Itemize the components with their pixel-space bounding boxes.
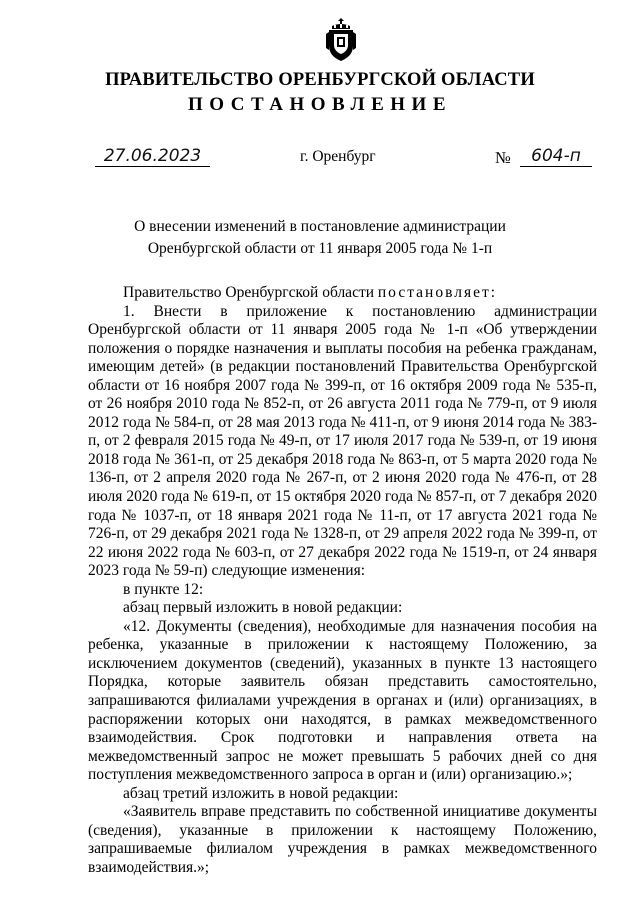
item-1-paragraph: 1. Внести в приложение к постановлению администрации Оренбургской области от 11 января 2005 года № 1-п «Об утверждении положения о порядке назначения и выплаты пособия на ребенка гражданам, имеющим детей» (в редакции постановлений Правительства Оренбургской области от 16 ноября 2007 года № 399-п, от 16 октября 2009 года № 535-п, от 26 ноября 2010 года № 852-п, от 26 августа 2011 года № 779-п, от 9 июля 2012 года № 584-п, от 28 мая 2013 года № 411-п, от 9 июня 2014 года № 383-п, от 2 февраля 2015 года № 49-п, от 17 июля 2017 года № 539-п, от 19 июня 2018 года № 361-п, от 25 декабря 2018 года № 863-п, от 5 марта 2020 года № 136-п, от 2 апреля 2020 года № 267-п, от 2 июня 2020 года № 476-п, от 28 июля 2020 года № 619-п, от 15 октября 2020 года № 857-п, от 7 декабря 2020 года № 1037-п, от 18 января 2021 года № 11-п, от 17 августа 2021 года № 726-п, от 29 декабря 2021 года № 1328-п, от 29 апреля 2022 года № 399-п, от 22 июня 2022 года № 603-п, от 27 декабря 2022 года № 1519-п, от 24 января 2023 года № 59-п) следующие изменения: xyxy=(88,302,597,580)
point-12-line: в пункте 12: xyxy=(123,580,204,598)
coat-of-arms-emblem xyxy=(326,18,356,62)
abzac-third-line: абзац третий изложить в новой редакции: xyxy=(123,784,399,802)
quote-paragraph-12: «12. Документы (сведения), необходимые для назначения пособия на ребенка, указанные в приложении к настоящему Положению, за исключением документов (сведений), указанных в пункте 13 настоящего Порядка, которые заявитель обязан представить самостоятельно, запрашиваются филиалами учреждения в органах и (или) организациях, в распоряжении которых они находятся, в рамках межведомственного взаимодействия. Срок подготовки и направления ответа на межведомственный запрос не может превышать 5 рабочих дней со дня поступления межведомственного запроса в орган и (или) организацию.»; xyxy=(88,617,597,784)
subject-line: Оренбургской области от 11 января 2005 года № 1-п xyxy=(147,240,493,257)
abzac-first-line: абзац первый изложить в новой редакции: xyxy=(123,599,403,617)
document-number: 604-п xyxy=(520,146,592,167)
government-title: ПРАВИТЕЛЬСТВО ОРЕНБУРГСКОЙ ОБЛАСТИ xyxy=(105,70,535,90)
lead-text: Правительство Оренбургской области xyxy=(123,284,378,301)
lead-paragraph xyxy=(88,284,597,303)
lead-verb: постановляет: xyxy=(377,284,498,301)
document-type-heading: ПОСТАНОВЛЕНИЕ xyxy=(187,94,453,115)
number-label: № xyxy=(495,148,511,167)
subject-line: О внесении изменений в постановление администрации xyxy=(134,218,506,235)
document-city: г. Оренбург xyxy=(300,148,376,165)
document-date: 27.06.2023 xyxy=(95,146,210,167)
document-body xyxy=(88,284,597,878)
document-subject xyxy=(100,216,540,260)
quote-paragraph-applicant: «Заявитель вправе представить по собственной инициативе документы (сведения), указанные в приложении к настоящему Положению, запрашиваемые филиалом учреждения в рамках межведомственного взаимодействия.»; xyxy=(88,803,597,876)
